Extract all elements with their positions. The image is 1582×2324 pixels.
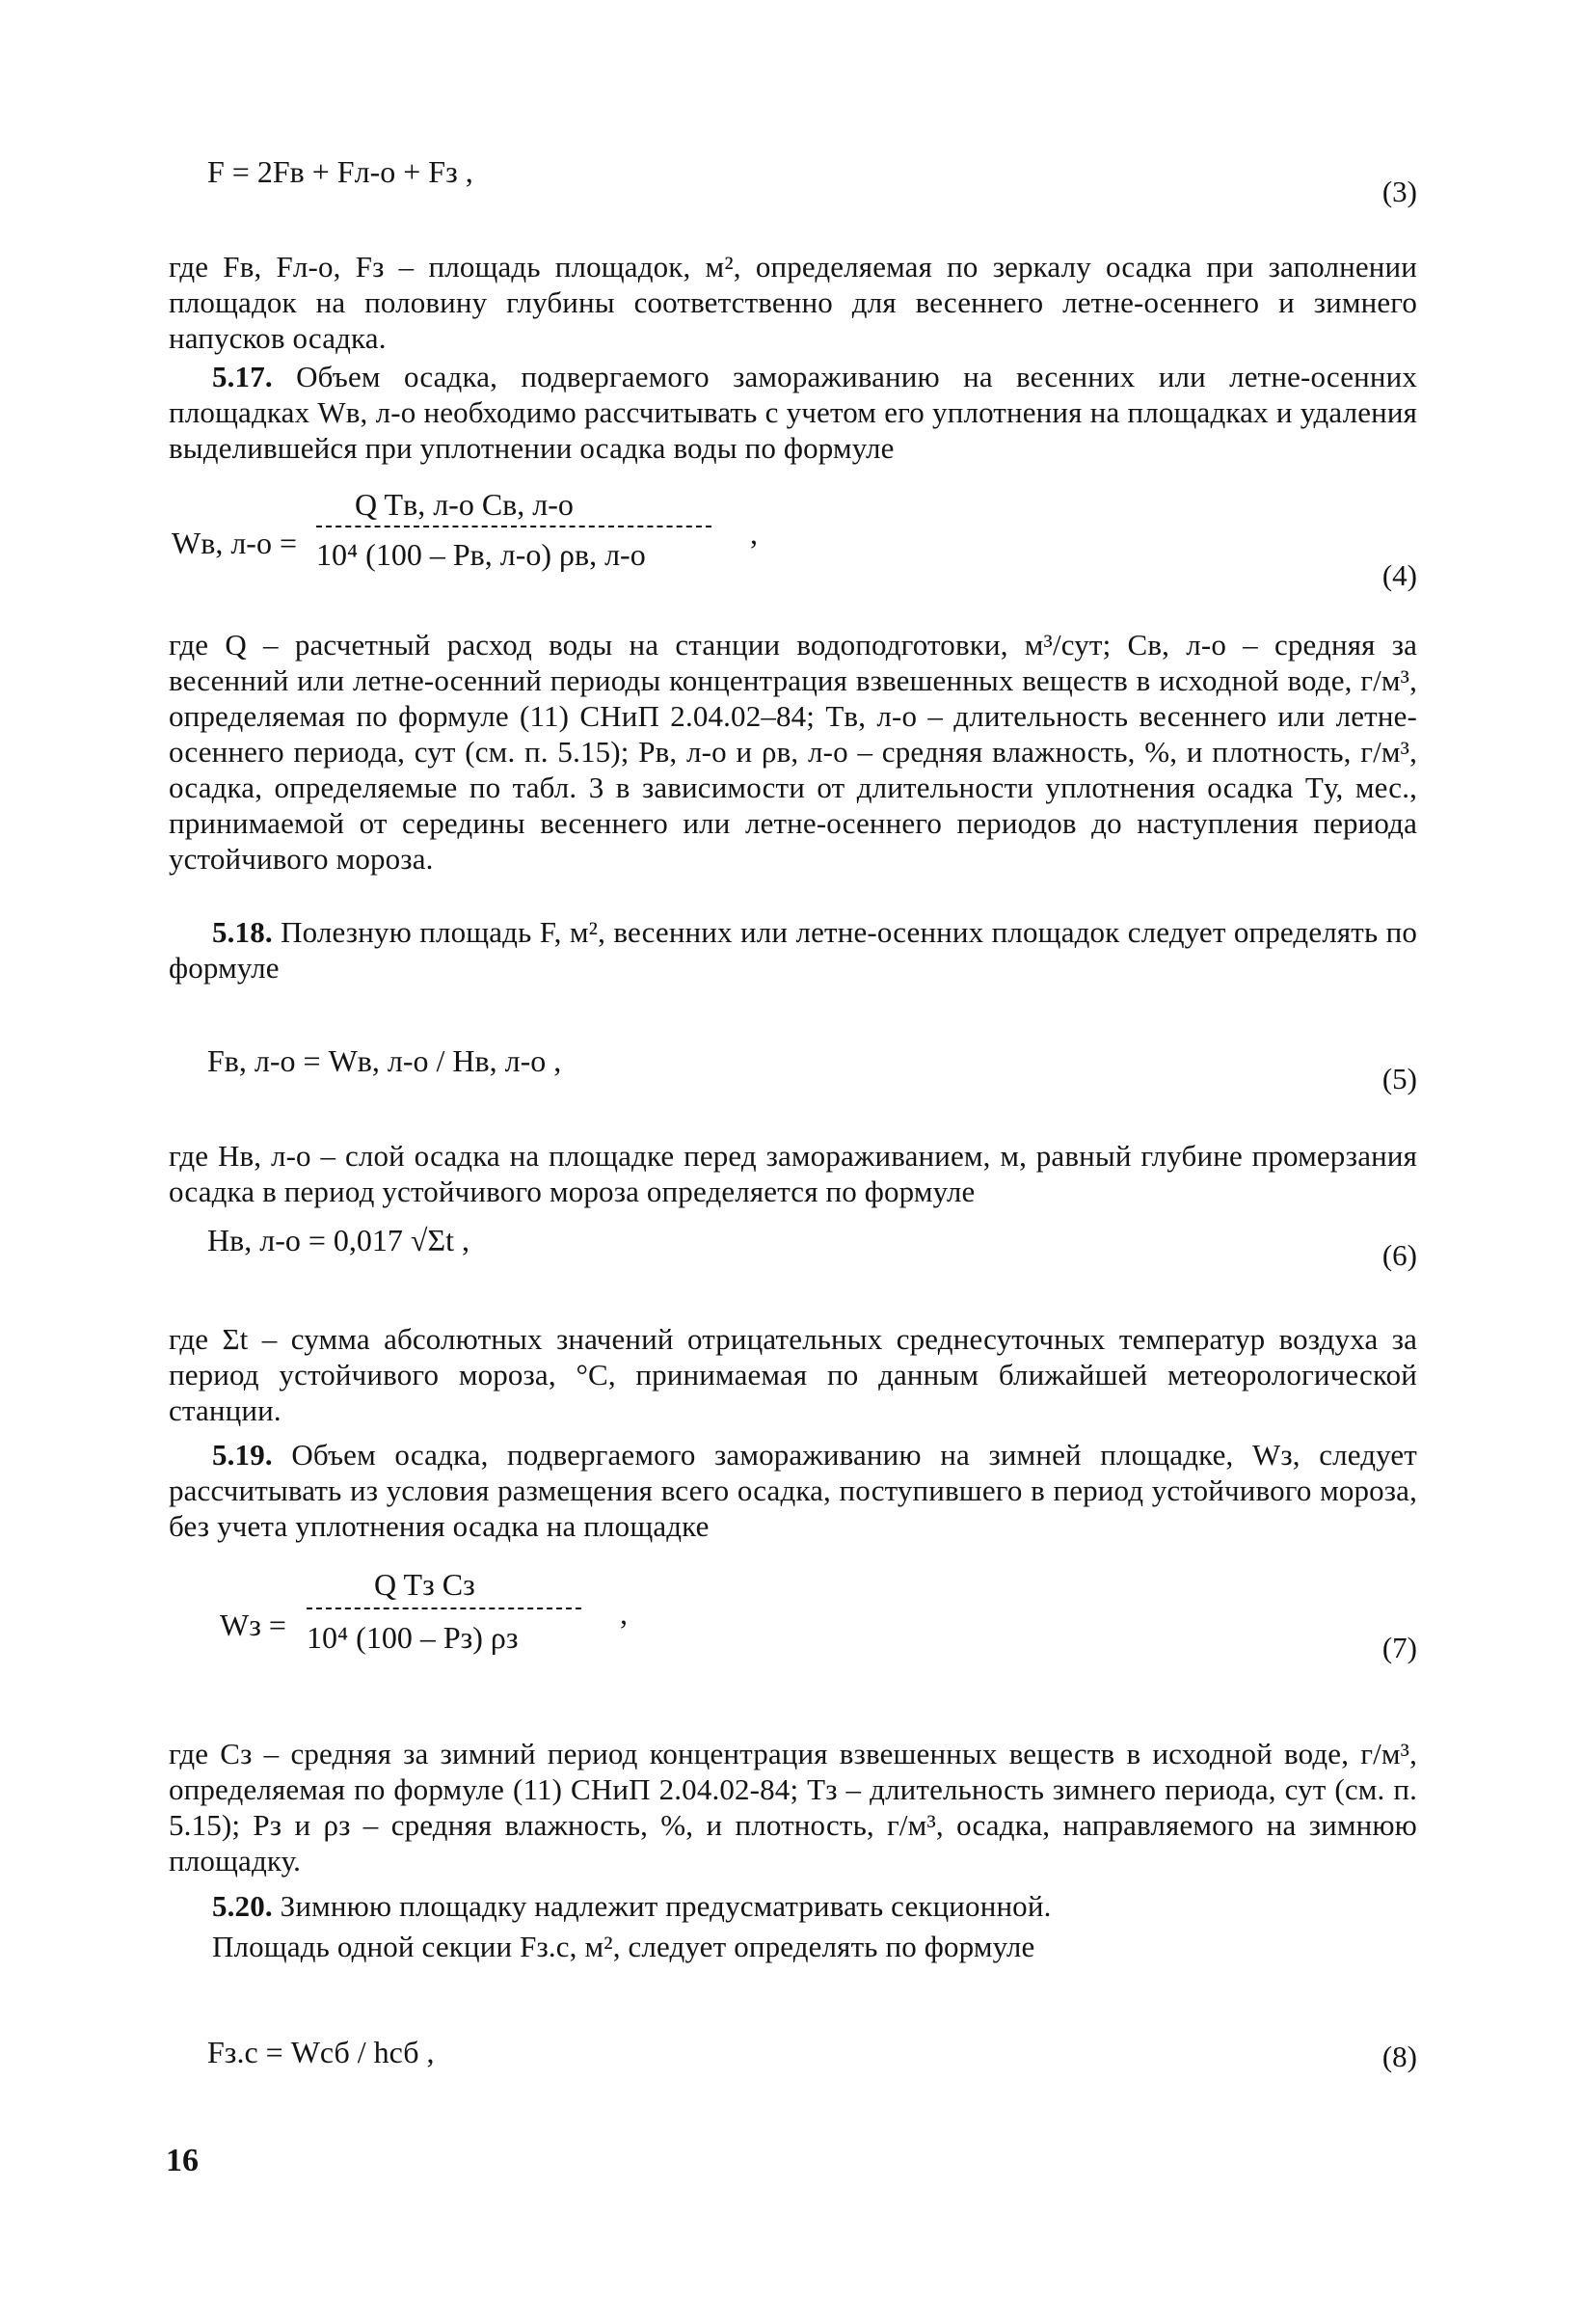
formula-4-number: (4): [1381, 558, 1417, 592]
section-5-20: [169, 1888, 1417, 1924]
formula-8: Fз.с = Wсб / hсб ,: [207, 2035, 435, 2069]
section-number: 5.17.: [212, 360, 273, 393]
formula-7: [220, 1567, 895, 1673]
formula-5-number: (5): [1381, 1062, 1417, 1095]
paragraph-definitions-c: где Cз – средняя за зимний период концентрация взвешенных веществ в исходной воде, г/м³, определяемая по формуле (11) СНиП 2.04.02-84; Tз – длительность зимнего периода, сут (см. п. 5.15); Pз и ρз – средняя влажность, %, и плотность, г/м³, осадка, направляемого на зимнюю площадку.: [169, 1737, 1417, 1878]
formula-3: F = 2Fв + Fл-о + Fз ,: [207, 154, 473, 189]
formula-5: Fв, л-о = Wв, л-о / Hв, л-о ,: [207, 1043, 562, 1078]
formula-4-fraction-bar: [316, 526, 711, 527]
section-text: Зимнюю площадку надлежит предусматривать секционной.: [280, 1889, 1052, 1923]
formula-7-number: (7): [1381, 1631, 1417, 1664]
formula-4-denominator: 10⁴ (100 – Pв, л-о) ρв, л-о: [316, 537, 646, 572]
section-5-17: [169, 359, 1417, 466]
formula-7-denominator: 10⁴ (100 – Pз) ρз: [307, 1620, 519, 1655]
section-text: Объем осадка, подвергаемого замораживанию на весенних или летне-осенних площадках Wв, л-о необходимо рассчитывать с учетом его уплотнения на площадках и удаления выделившейся при уплотнении осадка воды по формуле: [169, 360, 1417, 465]
section-5-19: [169, 1437, 1417, 1544]
section-number: 5.19.: [212, 1438, 273, 1472]
formula-4: [172, 487, 846, 593]
paragraph-definitions-sum: где Σt – сумма абсолютных значений отрицательных среднесуточных температур воздуха за период устойчивого мороза, °C, принимаемая по данным ближайшей метеорологической станции.: [169, 1322, 1417, 1427]
formula-4-comma: ,: [750, 516, 758, 551]
section-5-18: [169, 914, 1417, 986]
formula-8-number: (8): [1381, 2040, 1417, 2073]
formula-6-number: (6): [1381, 1238, 1417, 1272]
page-number: 16: [166, 2143, 199, 2178]
paragraph-definitions-h: где Hв, л-о – слой осадка на площадке перед замораживанием, м, равный глубине промерзания осадка в период устойчивого мороза определяется по формуле: [169, 1139, 1417, 1208]
formula-4-numerator: Q Tв, л-о Cв, л-о: [355, 487, 574, 522]
section-text: Полезную площадь F, м², весенних или летне-осенних площадок следует определять по формуле: [169, 915, 1417, 985]
formula-7-comma: ,: [620, 1596, 628, 1631]
section-number: 5.18.: [212, 915, 273, 949]
formula-7-numerator: Q Tз Cз: [374, 1567, 475, 1602]
section-text: Объем осадка, подвергаемого замораживанию на зимней площадке, Wз, следует рассчитывать из условия размещения всего осадка, поступившего в период устойчивого мороза, без учета уплотнения осадка на площадке: [169, 1438, 1417, 1543]
section-number: 5.20.: [212, 1889, 273, 1923]
formula-3-number: (3): [1381, 175, 1417, 208]
paragraph-definitions-f: где Fв, Fл-о, Fз – площадь площадок, м², определяемая по зеркалу осадка при заполнении площадок на половину глубины соответственно для весеннего летне-осеннего и зимнего напусков осадка.: [169, 250, 1417, 355]
formula-7-fraction-bar: [307, 1608, 581, 1609]
formula-4-lhs: Wв, л-о =: [172, 526, 297, 560]
formula-6: Hв, л-о = 0,017 √Σt ,: [207, 1223, 469, 1257]
paragraph-definitions-q: где Q – расчетный расход воды на станции водоподготовки, м³/сут; Cв, л-о – средняя за весенний или летне-осенний периоды концентрация взвешенных веществ в исходной воде, г/м³, определяемая по формуле (11) СНиП 2.04.02–84; Tв, л-о – длительность весеннего или летне-осеннего периода, сут (см. п. 5.15); Pв, л-о и ρв, л-о – средняя влажность, %, и плотность, г/м³, осадка, определяемые по табл. 3 в зависимости от длительности уплотнения осадка Tу, мес., принимаемой от середины весеннего или летне-осеннего периодов до наступления периода устойчивого мороза.: [169, 628, 1417, 876]
formula-7-lhs: Wз =: [220, 1608, 286, 1642]
paragraph-section-area: Площадь одной секции Fз.с, м², следует определять по формуле: [212, 1930, 1035, 1963]
